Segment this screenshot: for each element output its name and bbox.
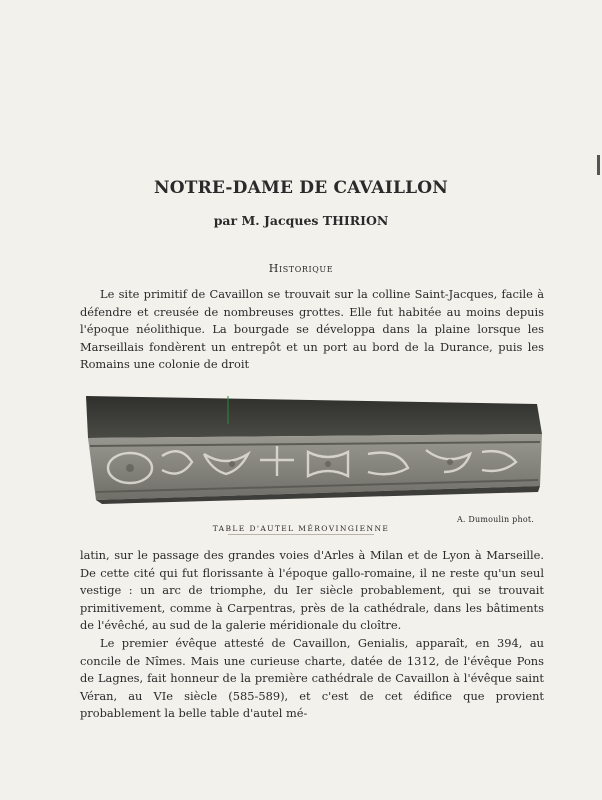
article-title: NOTRE-DAME DE CAVAILLON bbox=[153, 178, 449, 198]
carved-stone-image bbox=[82, 394, 542, 506]
paragraph-2-text: Le premier évêque attesté de Cavaillon, Genialis, apparaît, en 394, au concile de Nîmes. Mais une curieuse charte, datée de 1312, de l'évêque Pons de Lagnes, fait honneur de la première cathédrale de Cavaillon à l'évêque saint Véran, au VIe siècle (585-589), et c'est de cet édifice que provient probablement la belle table d'autel mé- bbox=[80, 635, 544, 721]
paragraph-1-continued: latin, sur le passage des grandes voies d'Arles à Milan et de Lyon à Marseille. De cette cité qui fut florissante à l'époque gallo-romaine, il ne reste qu'un seul vestige : un arc de triomphe, du Ier siècle probablement, qui se trouvait primitivement, comme à Carpentras, près de la cathédrale, dans les bâtiments de l'évêché, au sud de la galerie méridionale du cloître. bbox=[80, 548, 544, 633]
figure-caption: TABLE D'AUTEL MÉROVINGIENNE bbox=[212, 524, 390, 533]
section-heading: Historique bbox=[268, 262, 334, 275]
paragraph-2 bbox=[80, 547, 544, 723]
paragraph-1 bbox=[80, 286, 544, 374]
margin-mark bbox=[597, 155, 600, 175]
photo-credit: A. Dumoulin phot. bbox=[456, 515, 534, 524]
article-author: par M. Jacques THIRION bbox=[213, 213, 389, 228]
caption-rule bbox=[228, 534, 374, 535]
paragraph-1-text: Le site primitif de Cavaillon se trouvait sur la colline Saint-Jacques, facile à défendre et creusée de nombreuses grottes. Elle fut habitée au moins depuis l'époque néolithique. La bourgade se développa dans la plaine lorsque les Marseillais fondèrent un entrepôt et un port au bord de la Durance, puis les Romains une colonie de droit bbox=[80, 287, 544, 372]
altar-table-photo bbox=[82, 394, 542, 506]
